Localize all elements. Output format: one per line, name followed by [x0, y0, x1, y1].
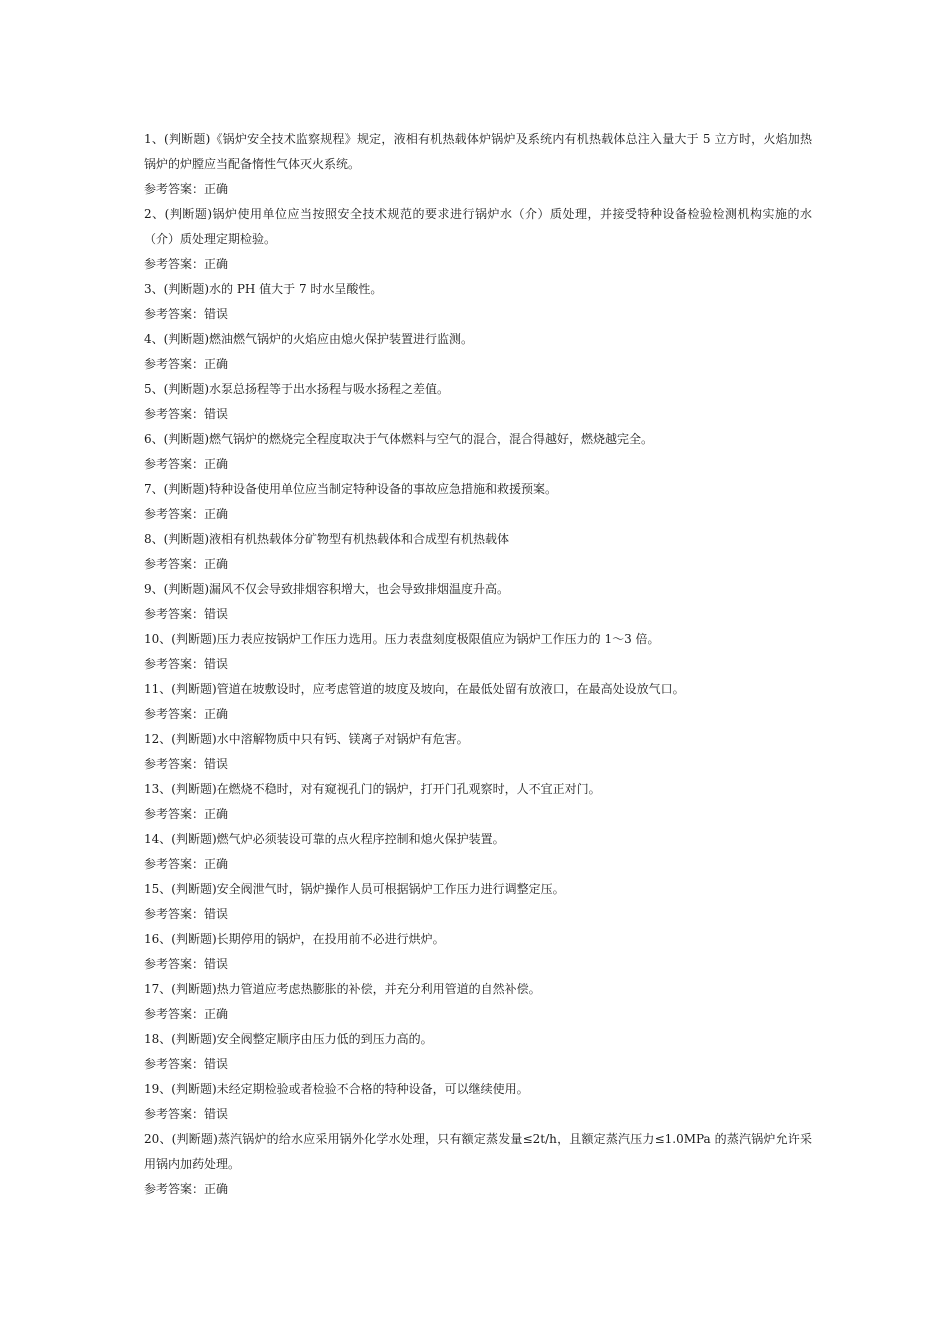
answer-19: [144, 1102, 812, 1127]
answer-7: [144, 502, 812, 527]
question-11: 11、(判断题)管道在坡敷设时，应考虑管道的坡度及坡向，在最低处留有放液口，在最高处设放气口。: [144, 682, 685, 696]
answer-label: 参考答案：: [144, 807, 205, 821]
answer-label: 参考答案：: [144, 357, 205, 371]
answer-label: 参考答案：: [144, 507, 205, 521]
question-2: 2、(判断题)锅炉使用单位应当按照安全技术规范的要求进行锅炉水（介）质处理，并接受特种设备检验检测机构实施的水（介）质处理定期检验。: [144, 207, 812, 246]
question-18: 18、(判断题)安全阀整定顺序由压力低的到压力高的。: [144, 1032, 433, 1046]
answer-15: [144, 902, 812, 927]
question-17: 17、(判断题)热力管道应考虑热膨胀的补偿，并充分利用管道的自然补偿。: [144, 982, 541, 996]
question-7: 7、(判断题)特种设备使用单位应当制定特种设备的事故应急措施和救援预案。: [144, 482, 558, 496]
question-20: 20、(判断题)蒸汽锅炉的给水应采用锅外化学水处理，只有额定蒸发量≤2t/h，且额定蒸汽压力≤1.0MPa 的蒸汽锅炉允许采用锅内加药处理。: [144, 1132, 812, 1171]
answer-2: [144, 252, 812, 277]
answer-value: 正确: [204, 557, 229, 571]
answer-value: 错误: [204, 907, 229, 921]
answer-16: [144, 952, 812, 977]
answer-5: [144, 402, 812, 427]
answer-label: 参考答案：: [144, 1007, 205, 1021]
answer-14: [144, 852, 812, 877]
document-body: [144, 127, 812, 1202]
answer-value: 正确: [204, 357, 229, 371]
answer-label: 参考答案：: [144, 657, 205, 671]
answer-label: 参考答案：: [144, 557, 205, 571]
answer-label: 参考答案：: [144, 1182, 205, 1196]
answer-label: 参考答案：: [144, 457, 205, 471]
answer-1: [144, 177, 812, 202]
answer-value: 错误: [204, 607, 229, 621]
question-10: 10、(判断题)压力表应按锅炉工作压力选用。压力表盘刻度极限值应为锅炉工作压力的 1～3 倍。: [144, 632, 660, 646]
question-9: 9、(判断题)漏风不仅会导致排烟容积增大，也会导致排烟温度升高。: [144, 582, 510, 596]
answer-value: 错误: [204, 407, 229, 421]
answer-label: 参考答案：: [144, 607, 205, 621]
answer-label: 参考答案：: [144, 182, 205, 196]
question-8: 8、(判断题)液相有机热载体分矿物型有机热载体和合成型有机热载体: [144, 532, 510, 546]
answer-value: 正确: [204, 1007, 229, 1021]
answer-value: 正确: [204, 1182, 229, 1196]
answer-label: 参考答案：: [144, 407, 205, 421]
answer-label: 参考答案：: [144, 1057, 205, 1071]
answer-value: 正确: [204, 707, 229, 721]
answer-10: [144, 652, 812, 677]
answer-label: 参考答案：: [144, 1107, 205, 1121]
answer-label: 参考答案：: [144, 307, 205, 321]
answer-8: [144, 552, 812, 577]
question-15: 15、(判断题)安全阀泄气时，锅炉操作人员可根据锅炉工作压力进行调整定压。: [144, 882, 565, 896]
answer-17: [144, 1002, 812, 1027]
answer-label: 参考答案：: [144, 257, 205, 271]
question-14: 14、(判断题)燃气炉必须装设可靠的点火程序控制和熄火保护装置。: [144, 832, 505, 846]
answer-value: 错误: [204, 657, 229, 671]
answer-value: 错误: [204, 307, 229, 321]
answer-3: [144, 302, 812, 327]
answer-value: 正确: [204, 257, 229, 271]
question-6: 6、(判断题)燃气锅炉的燃烧完全程度取决于气体燃料与空气的混合，混合得越好，燃烧越完全。: [144, 432, 654, 446]
answer-label: 参考答案：: [144, 757, 205, 771]
question-12: 12、(判断题)水中溶解物质中只有钙、镁离子对锅炉有危害。: [144, 732, 469, 746]
answer-label: 参考答案：: [144, 957, 205, 971]
answer-4: [144, 352, 812, 377]
answer-9: [144, 602, 812, 627]
answer-13: [144, 802, 812, 827]
answer-label: 参考答案：: [144, 707, 205, 721]
question-4: 4、(判断题)燃油燃气锅炉的火焰应由熄火保护装置进行监测。: [144, 332, 474, 346]
question-16: 16、(判断题)长期停用的锅炉，在投用前不必进行烘炉。: [144, 932, 445, 946]
answer-value: 正确: [204, 182, 229, 196]
answer-value: 错误: [204, 1107, 229, 1121]
answer-value: 错误: [204, 1057, 229, 1071]
question-1: 1、(判断题)《锅炉安全技术监察规程》规定，液相有机热载体炉锅炉及系统内有机热载体总注入量大于 5 立方时，火焰加热锅炉的炉膛应当配备惰性气体灭火系统。: [144, 132, 812, 171]
answer-value: 正确: [204, 857, 229, 871]
answer-11: [144, 702, 812, 727]
answer-18: [144, 1052, 812, 1077]
answer-20: [144, 1177, 812, 1202]
question-13: 13、(判断题)在燃烧不稳时，对有窥视孔门的锅炉，打开门孔观察时，人不宜正对门。: [144, 782, 601, 796]
answer-value: 错误: [204, 757, 229, 771]
answer-label: 参考答案：: [144, 857, 205, 871]
question-3: 3、(判断题)水的 PH 值大于 7 时水呈酸性。: [144, 282, 383, 296]
answer-6: [144, 452, 812, 477]
answer-value: 正确: [204, 507, 229, 521]
question-5: 5、(判断题)水泵总扬程等于出水扬程与吸水扬程之差值。: [144, 382, 450, 396]
answer-label: 参考答案：: [144, 907, 205, 921]
answer-value: 正确: [204, 807, 229, 821]
answer-value: 错误: [204, 957, 229, 971]
answer-12: [144, 752, 812, 777]
question-19: 19、(判断题)未经定期检验或者检验不合格的特种设备，可以继续使用。: [144, 1082, 529, 1096]
answer-value: 正确: [204, 457, 229, 471]
